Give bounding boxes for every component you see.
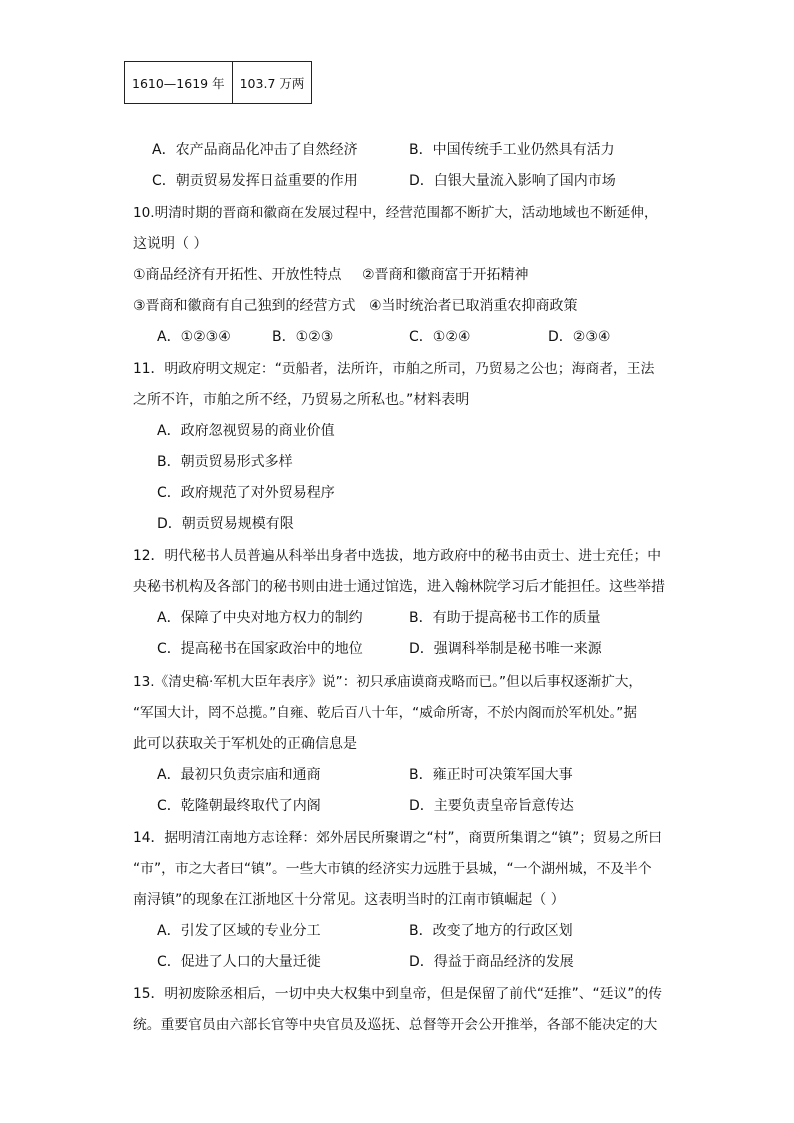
q10-item-3: ③晋商和徽商有自己独到的经营方式 <box>133 298 356 314</box>
q13-stem-line2: “军国大计，罔不总揽。”自雍、乾后百八十年，“威命所寄，不於内阁而於军机处。”据 <box>133 705 637 721</box>
q11-stem-line1: 11．明政府明文规定：“贡船者，法所许，市舶之所司，乃贸易之公也；海商者，王法 <box>133 361 655 377</box>
q11-stem-line2: 之所不许，市舶之所不经，乃贸易之所私也。”材料表明 <box>133 392 470 408</box>
q10-stem-line2: 这说明（ ） <box>133 236 208 252</box>
q10-item-2: ②晋商和徽商富于开拓精神 <box>362 267 529 283</box>
q11-option-d: D．朝贡贸易规模有限 <box>157 516 294 532</box>
q10-item-1: ①商品经济有开拓性、开放性特点 <box>133 267 342 283</box>
q14-option-d: D．得益于商品经济的发展 <box>409 954 574 970</box>
q14-option-b: B．改变了地方的行政区划 <box>409 923 573 939</box>
q14-stem-line2: “市”，市之大者曰“镇”。一些大市镇的经济实力远胜于县城，“一个湖州城，不及半个 <box>133 861 652 877</box>
q13-option-c: C．乾隆朝最终取代了内阁 <box>157 798 321 814</box>
q10-item-4: ④当时统治者已取消重农抑商政策 <box>369 298 578 314</box>
q14-stem-line3: 南浔镇”的现象在江浙地区十分常见。这表明当时的江南市镇崛起（ ） <box>133 892 565 908</box>
q9-option-b: B．中国传统手工业仍然具有活力 <box>409 142 615 158</box>
q9-option-c: C．朝贡贸易发挥日益重要的作用 <box>152 173 358 189</box>
q12-option-c: C．提高秘书在国家政治中的地位 <box>157 641 363 657</box>
q10-option-a: A．①②③④ <box>157 329 231 345</box>
q12-option-b: B．有助于提高秘书工作的质量 <box>409 610 601 626</box>
q15-stem-line2: 统。重要官员由六部长官等中央官员及巡抚、总督等开会公开推举，各部不能决定的大 <box>133 1017 658 1033</box>
q12-option-d: D．强调科举制是秘书唯一来源 <box>409 641 602 657</box>
q10-option-d: D．②③④ <box>548 329 611 345</box>
q11-option-a: A．政府忽视贸易的商业价值 <box>157 423 335 439</box>
q9-option-d: D．白银大量流入影响了国内市场 <box>409 173 616 189</box>
q11-option-c: C．政府规范了对外贸易程序 <box>157 485 335 501</box>
q13-option-b: B．雍正时可决策军国大事 <box>409 767 573 783</box>
q14-stem-line1: 14．据明清江南地方志诠释：郊外居民所聚谓之“村”，商贾所集谓之“镇”；贸易之所曰 <box>133 830 663 846</box>
silver-import-table <box>124 61 312 104</box>
q13-option-a: A．最初只负责宗庙和通商 <box>157 767 321 783</box>
q12-stem-line2: 央秘书机构及各部门的秘书则由进士通过馆选，进入翰林院学习后才能担任。这些举措 <box>133 579 665 595</box>
q15-stem-line1: 15．明初废除丞相后，一切中央大权集中到皇帝，但是保留了前代“廷推”、“廷议”的传 <box>133 986 663 1002</box>
table-row <box>125 62 312 104</box>
q11-option-b: B．朝贡贸易形式多样 <box>157 454 293 470</box>
q13-stem-line3: 此可以获取关于军机处的正确信息是 <box>133 736 357 752</box>
q10-option-c: C．①②④ <box>409 329 471 345</box>
q10-stem-line1: 10.明清时期的晋商和徽商在发展过程中，经营范围都不断扩大，活动地域也不断延伸， <box>133 205 658 221</box>
q12-stem-line1: 12．明代秘书人员普遍从科举出身者中选拔，地方政府中的秘书由贡士、进士充任；中 <box>133 548 662 564</box>
q14-option-c: C．促进了人口的大量迁徙 <box>157 954 321 970</box>
q13-stem-line1: 13.《清史稿·军机大臣年表序》说”：初只承庙谟商戎略而已。”但以后事权逐渐扩大， <box>133 674 643 690</box>
q14-option-a: A．引发了区域的专业分工 <box>157 923 321 939</box>
q10-option-b: B．①②③ <box>272 329 334 345</box>
q9-option-a: A．农产品商品化冲击了自然经济 <box>152 142 358 158</box>
q12-option-a: A．保障了中央对地方权力的制约 <box>157 610 363 626</box>
amount-cell: 103.7 万两 <box>232 62 312 104</box>
q13-option-d: D．主要负责皇帝旨意传达 <box>409 798 574 814</box>
period-cell: 1610—1619 年 <box>125 62 233 104</box>
